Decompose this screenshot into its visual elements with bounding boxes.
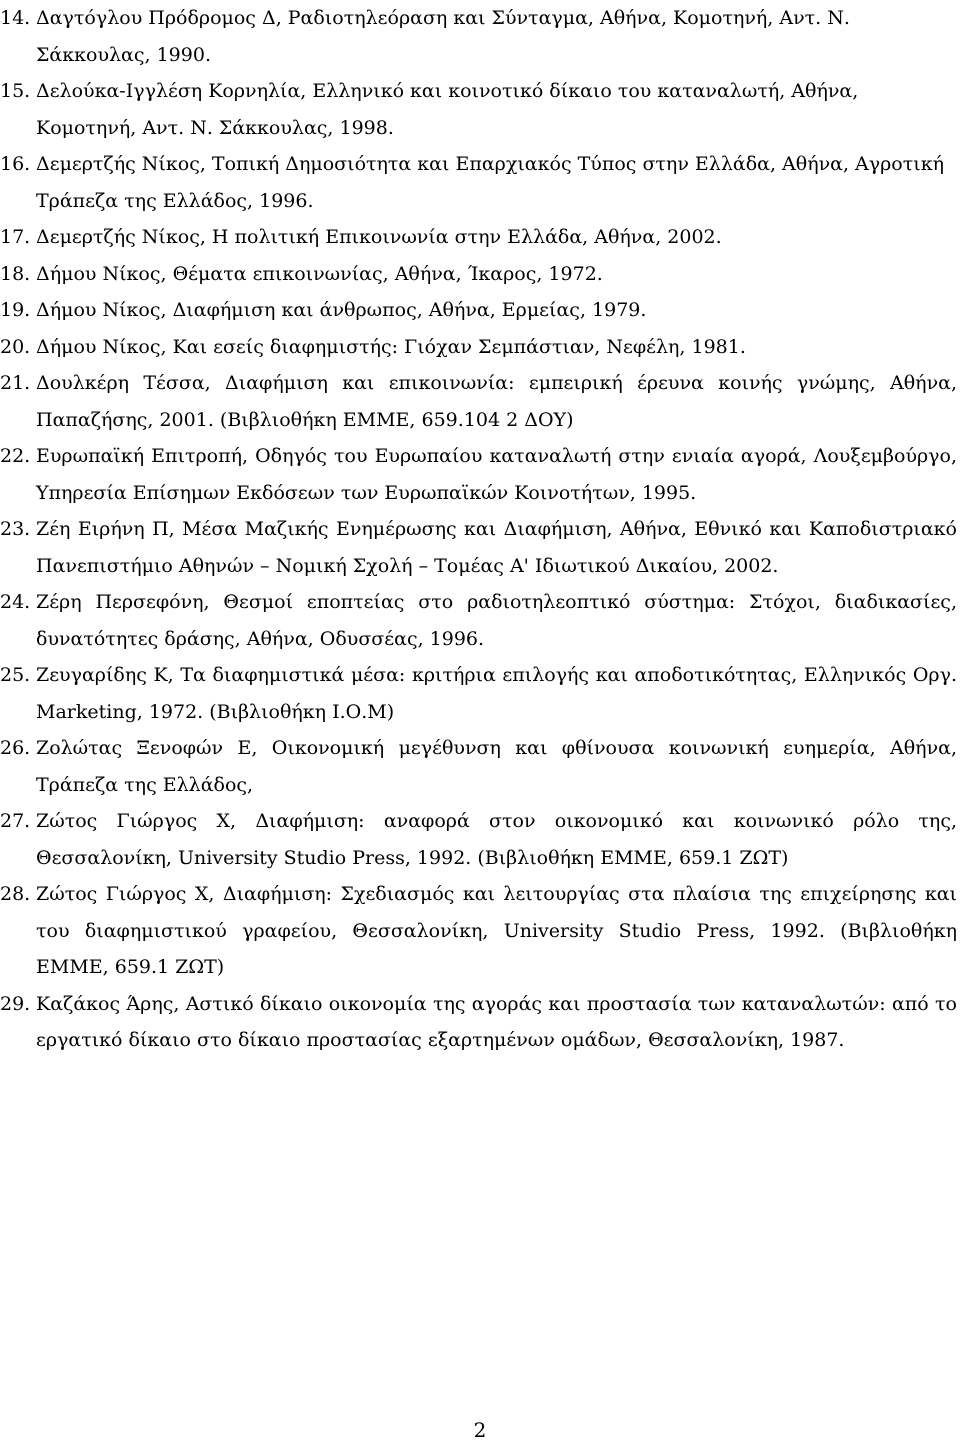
reference-text: Ευρωπαϊκή Επιτροπή, Οδηγός του Ευρωπαίου καταναλωτή στην ενιαία αγορά, Λουξεμβούργο, Υπηρεσία Επίσημων Εκδόσεων των Ευρωπαϊκών Κοινοτήτων, 1995.	[36, 445, 957, 504]
reference-number: 14.	[0, 7, 31, 29]
reference-number: 17.	[0, 226, 31, 248]
reference-text: Δήμου Νίκος, Διαφήμιση και άνθρωπος, Αθήνα, Ερμείας, 1979.	[36, 299, 647, 321]
reference-number: 15.	[0, 80, 31, 102]
reference-number: 25.	[0, 664, 31, 686]
reference-text: Καζάκος Άρης, Αστικό δίκαιο οικονομία της αγοράς και προστασία των καταναλωτών: από το εργατικό δίκαιο στο δίκαιο προστασίας εξαρτημένων ομάδων, Θεσσαλονίκη, 1987.	[36, 992, 957, 1051]
page-number: 2	[473, 1418, 487, 1442]
list-item	[0, 876, 957, 986]
list-item	[0, 803, 957, 876]
list-item	[0, 256, 957, 293]
list-item	[0, 584, 957, 657]
reference-number: 21.	[0, 372, 31, 394]
reference-text: Ζώτος Γιώργος Χ, Διαφήμιση: Σχεδιασμός και λειτουργίας στα πλαίσια της επιχείρησης και του διαφημιστικού γραφείου, Θεσσαλονίκη, University Studio Press, 1992. (Βιβλιοθήκη ΕΜΜΕ, 659.1 ΖΩΤ)	[36, 883, 957, 978]
list-item	[0, 146, 957, 219]
list-item	[0, 438, 957, 511]
list-item	[0, 986, 957, 1059]
reference-number: 23.	[0, 518, 31, 540]
reference-number: 22.	[0, 445, 31, 467]
reference-text: Δήμου Νίκος, Θέματα επικοινωνίας, Αθήνα, Ίκαρος, 1972.	[36, 262, 603, 285]
reference-text: Ζέρη Περσεφόνη, Θεσμοί εποπτείας στο ραδιοτηλεοπτικό σύστημα: Στόχοι, διαδικασίες, δυνατότητες δράσης, Αθήνα, Οδυσσέας, 1996.	[36, 591, 957, 650]
reference-text: Δεμερτζής Νίκος, Η πολιτική Επικοινωνία στην Ελλάδα, Αθήνα, 2002.	[36, 226, 722, 248]
list-item	[0, 657, 957, 730]
reference-number: 16.	[0, 153, 31, 175]
reference-text: Δεμερτζής Νίκος, Τοπική Δημοσιότητα και Επαρχιακός Τύπος στην Ελλάδα, Αθήνα, Αγροτική Τράπεζα της Ελλάδος, 1996.	[36, 153, 944, 212]
reference-number: 18.	[0, 262, 31, 285]
reference-text: Ζολώτας Ξενοφών Ε, Οικονομική μεγέθυνση και φθίνουσα κοινωνική ευημερία, Αθήνα, Τράπεζα της Ελλάδος,	[36, 737, 957, 796]
list-item	[0, 730, 957, 803]
reference-number: 29.	[0, 992, 31, 1015]
reference-number: 28.	[0, 883, 31, 905]
reference-number: 24.	[0, 591, 31, 613]
list-item	[0, 73, 957, 146]
list-item	[0, 511, 957, 584]
list-item	[0, 219, 957, 256]
reference-text: Ζέη Ειρήνη Π, Μέσα Μαζικής Ενημέρωσης και Διαφήμιση, Αθήνα, Εθνικό και Καποδιστριακό Πανεπιστήμιο Αθηνών – Νομική Σχολή – Τομέας Α' Ιδιωτικού Δικαίου, 2002.	[36, 518, 957, 577]
list-item	[0, 365, 957, 438]
reference-number: 26.	[0, 737, 31, 759]
reference-text: Δουλκέρη Τέσσα, Διαφήμιση και επικοινωνία: εμπειρική έρευνα κοινής γνώμης, Αθήνα, Παπαζήσης, 2001. (Βιβλιοθήκη ΕΜΜΕ, 659.104 2 ΔΟΥ)	[36, 372, 957, 431]
list-item	[0, 292, 957, 329]
reference-number: 20.	[0, 335, 31, 358]
reference-text: Δήμου Νίκος, Και εσείς διαφημιστής: Γιόχαν Σεμπάστιαν, Νεφέλη, 1981.	[36, 335, 746, 358]
list-item	[0, 0, 957, 73]
reference-number: 19.	[0, 299, 31, 321]
list-item	[0, 329, 957, 366]
reference-text: Ζευγαρίδης Κ, Τα διαφημιστικά μέσα: κριτήρια επιλογής και αποδοτικότητας, Ελληνικός Οργ. Marketing, 1972. (Βιβλιοθήκη Ι.Ο.Μ)	[36, 664, 957, 723]
reference-number: 27.	[0, 810, 31, 832]
reference-text: Ζώτος Γιώργος Χ, Διαφήμιση: αναφορά στον οικονομικό και κοινωνικό ρόλο της, Θεσσαλονίκη, University Studio Press, 1992. (Βιβλιοθήκη ΕΜΜΕ, 659.1 ΖΩΤ)	[36, 810, 957, 869]
reference-text: Δελούκα-Ιγγλέση Κορνηλία, Ελληνικό και κοινοτικό δίκαιο του καταναλωτή, Αθήνα, Κομοτηνή, Αντ. Ν. Σάκκουλας, 1998.	[36, 80, 859, 139]
reference-text: Δαγτόγλου Πρόδρομος Δ, Ραδιοτηλεόραση και Σύνταγμα, Αθήνα, Κομοτηνή, Αντ. Ν. Σάκκουλας, 1990.	[36, 7, 850, 66]
